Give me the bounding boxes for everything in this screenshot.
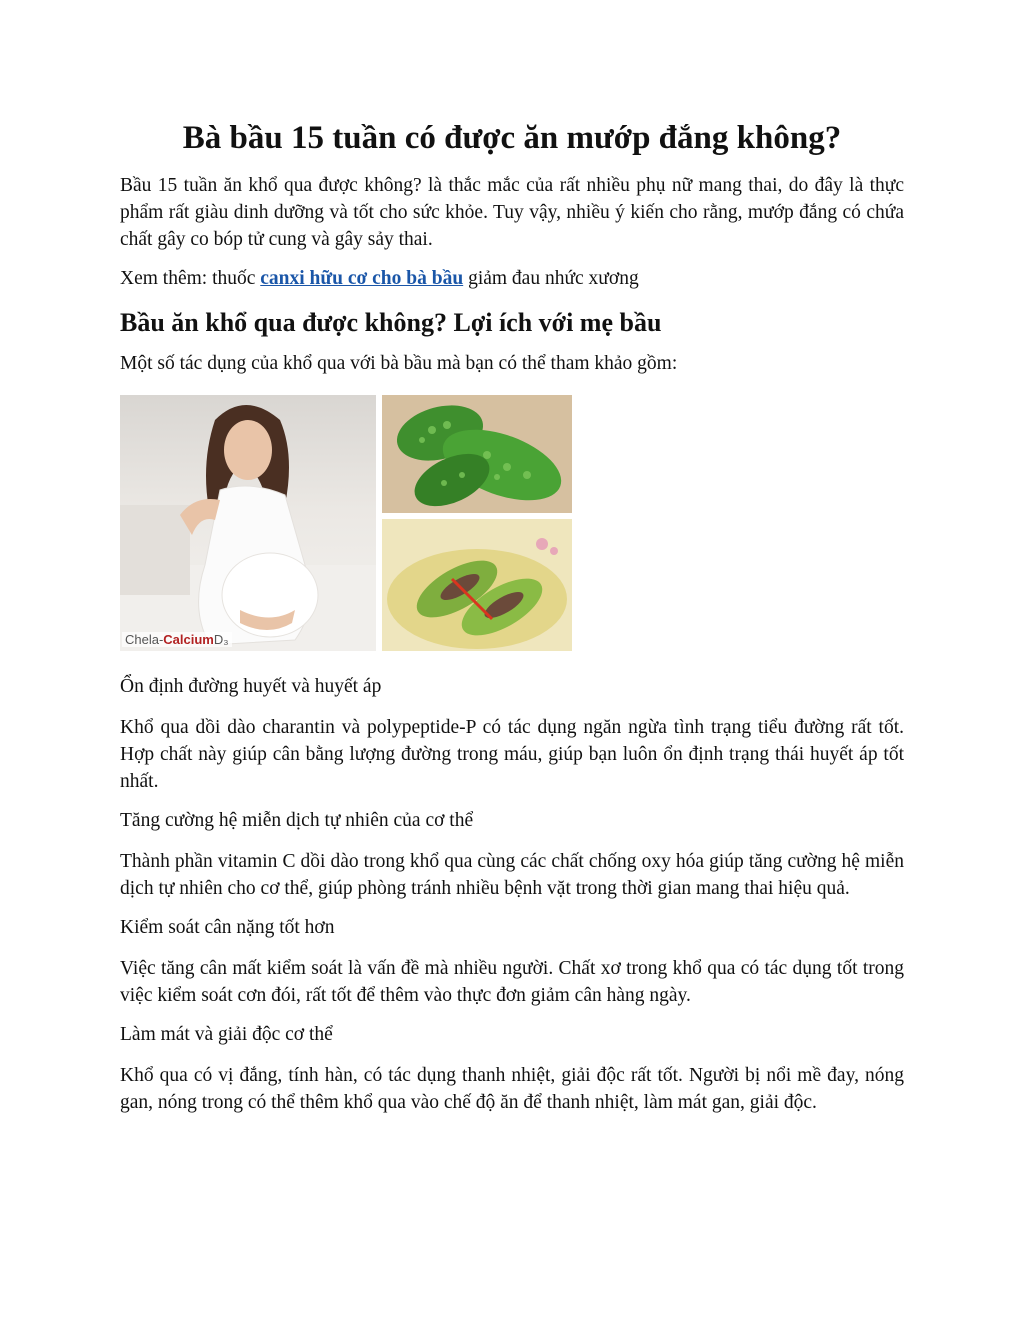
benefit-heading-2: Tăng cường hệ miễn dịch tự nhiên của cơ thể <box>120 810 474 831</box>
pregnant-woman-photo <box>120 395 376 651</box>
page-title: Bà bầu 15 tuần có được ăn mướp đắng không? <box>182 120 842 156</box>
stuffed-bitter-melon-soup-photo <box>382 519 572 651</box>
brand-watermark <box>122 632 232 647</box>
brand-name: Calcium <box>163 632 214 647</box>
section-heading: Bầu ăn khổ qua được không? Lợi ích với mẹ bầu <box>120 308 662 337</box>
benefit-body-3: Việc tăng cân mất kiểm soát là vấn đề mà nhiều người. Chất xơ trong khổ qua có tác dụng tốt trong việc kiểm soát cơn đói, rất tốt để thêm vào thực đơn giảm cân hàng ngày. <box>120 958 904 1006</box>
article-image <box>120 395 572 651</box>
soup-illustration <box>382 519 572 651</box>
pregnant-woman-illustration <box>120 395 376 651</box>
benefit-body-2: Thành phần vitamin C dồi dào trong khổ qua cùng các chất chống oxy hóa giúp tăng cường hệ miễn dịch tự nhiên cho cơ thể, giúp phòng tránh nhiều bệnh vặt trong thời gian mang thai hiệu quả. <box>120 851 904 899</box>
benefit-heading-4: Làm mát và giải độc cơ thể <box>120 1024 333 1045</box>
benefit-heading-1: Ổn định đường huyết và huyết áp <box>120 676 382 697</box>
bitter-melon-photo <box>382 395 572 513</box>
calcium-link[interactable]: canxi hữu cơ cho bà bầu <box>260 268 464 289</box>
see-also-line <box>120 265 904 292</box>
benefit-body-1: Khổ qua dồi dào charantin và polypeptide-P có tác dụng ngăn ngừa tình trạng tiểu đường rất tốt. Hợp chất này giúp cân bằng lượng đường trong máu, giúp bạn luôn ổn định trạng thái huyết áp tốt nhất. <box>120 717 904 792</box>
section-intro: Một số tác dụng của khổ qua với bà bầu mà bạn có thể tham khảo gồm: <box>120 353 678 374</box>
see-also-suffix: giảm đau nhức xương <box>463 268 639 289</box>
bitter-melon-illustration <box>382 395 572 513</box>
brand-prefix: Chela- <box>125 632 164 647</box>
brand-suffix: D₃ <box>213 632 229 647</box>
document-page <box>120 118 904 1128</box>
intro-paragraph: Bầu 15 tuần ăn khổ qua được không? là thắc mắc của rất nhiều phụ nữ mang thai, do đây là thực phẩm rất giàu dinh dưỡng và tốt cho sức khỏe. Tuy vậy, nhiều ý kiến cho rằng, mướp đắng có chứa chất gây co bóp tử cung và gây sảy thai. <box>120 175 904 250</box>
see-also-prefix: Xem thêm: thuốc <box>120 268 261 289</box>
benefit-body-4: Khổ qua có vị đắng, tính hàn, có tác dụng thanh nhiệt, giải độc rất tốt. Người bị nổi mề đay, nóng gan, nóng trong có thể thêm khổ qua vào chế độ ăn để thanh nhiệt, làm mát gan, giải độc. <box>120 1065 904 1113</box>
benefit-heading-3: Kiểm soát cân nặng tốt hơn <box>120 917 335 938</box>
